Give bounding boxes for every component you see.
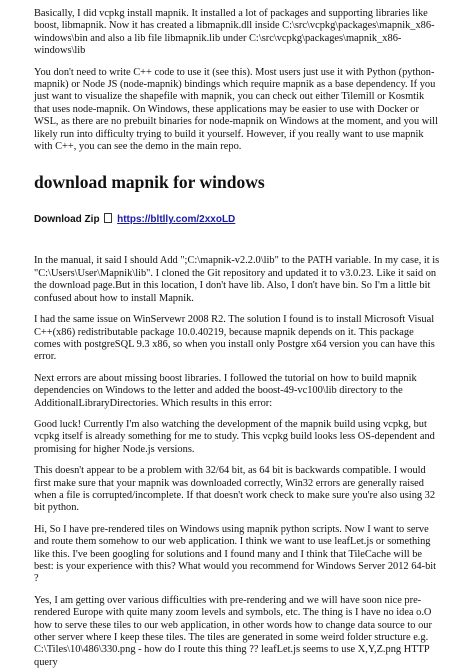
paragraph-tile-routing: Yes, I am getting over various difficulties with pre-rendering and we will have soon nice pre-rendered Europe with quite many zoom levels and symbols, etc. The thing is I have no idea o.O how to serve these tiles to our web application, in other words how to change data source to our other server where I keep these tiles. The tiles are generated in some weird folder structure e.g. C:\Tiles\10\486\330.png - how do I route this thing ?? leafLet.js seems to use X,Y,Z.png HTTP query — [34, 594, 432, 668]
paragraph-vcpkg-install: Basically, I did vcpkg install mapnik. It installed a lot of packages and supporting libraries like boost, libmapnik. Now it has created a libmapnik.dll inside C:\src\vcpkg\packages\mapnik_x86-windows\bin and also a lib file libmapnik.lib under C:\src\vcpkg\packages\mapnik_x86-windows\lib — [34, 8, 435, 57]
download-label: Download Zip — [34, 214, 100, 226]
paragraph-good-luck: Good luck! Currently I'm also watching the development of the mapnik build using vcpkg, but vcpkg itself is already something for me to study. This vcpkg build looks less OS-dependent and promising for higher Node.js versions. — [34, 418, 435, 455]
missing-glyph-icon — [104, 213, 112, 223]
paragraph-cpp-usage: You don't need to write C++ code to use it (see this). Most users just use it with Python (python-mapnik) or Node JS (node-mapnik) bindings which require mapnik as a base dependency. If you just want to visualize the shapefile with mapnik, you can check out either Tilemill or Kosmtik that uses node-mapnik. On Windows, these applications may be easier to use with Docker or WSL, as there are no prebuilt binaries for node-mapnik on Windows at the moment, and you will likely run into difficulty trying to build it yourself. However, if you really want to use mapnik with C++, you can see the demo in the main repo. — [34, 66, 438, 153]
paragraph-32-64-bit: This doesn't appear to be a problem with 32/64 bit, as 64 bit is backwards compatible. I would first make sure that your mapnik was downloaded correctly, Win32 errors are generally raised when a file is corrupted/incomplete. If that doesn't work check to make sure you're also using 32 bit python. — [34, 465, 436, 514]
paragraph-winserver-issue: I had the same issue on WinServewr 2008 R2. The solution I found is to install Microsoft Visual C++(x86) redistributable package 10.0.40219, because mapnik depends on it. This package comes with postgreSQL 9.3 x86, so when you install only Postgre x64 version you can have this error. — [34, 314, 435, 363]
page-title: download mapnik for windows — [34, 172, 265, 193]
paragraph-manual-path: In the manual, it said I should Add ";C:\mapnik-v2.2.0\lib" to the PATH variable. In my case, it is "C:\Users\User\Mapnik\lib". I cloned the Git repository and updated it to v3.0.23. Like it said on the download page.But in this location, I don't have lib. Also, I don't have bin. So I'm a little bit confused about how to install Mapnik. — [34, 255, 440, 304]
download-link[interactable]: https://bltlly.com/2xxoLD — [117, 214, 236, 226]
paragraph-prerendered-tiles: Hi, So I have pre-rendered tiles on Windows using mapnik python scripts. Now I want to serve and route them somehow to our web application. I think we want to use leafLet.js or something like this. I've been googling for solutions and I found many and I think that TileCache will be best: is your experience with this? What would you recommend for Windows Server 2012 64-bit ? — [34, 523, 437, 585]
download-line — [34, 213, 440, 226]
paragraph-boost-errors: Next errors are about missing boost libraries. I followed the tutorial on how to build mapnik dependencies on Windows to the letter and added the boost-49-vc100\lib directory to the AdditionalLibraryDirectories. Which results in this error: — [34, 372, 417, 409]
